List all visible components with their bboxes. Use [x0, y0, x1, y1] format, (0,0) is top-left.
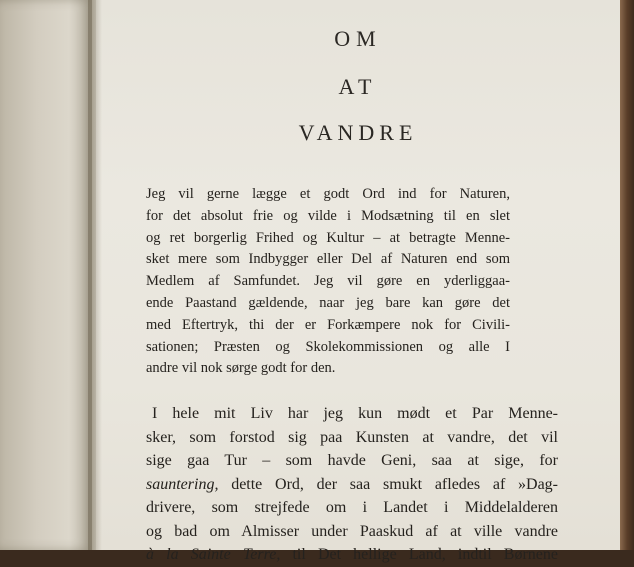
title-line-3: VANDRE	[298, 120, 418, 145]
paragraph-2-line: I hele mit Liv har jeg kun mødt et Par Menne-	[152, 405, 558, 422]
paragraph-1-line: sationen; Præsten og Skolekommissionen og alle I	[146, 338, 510, 355]
book-page	[96, 0, 620, 563]
paragraph-1-line: sket mere som Indbygger eller Del af Naturen end som	[146, 251, 510, 268]
paragraph-2-line: drivere, som strejfede om i Landet i Middelalderen	[146, 499, 558, 516]
line-text: til Det hellige Land, indtil Børnene	[280, 546, 558, 563]
italic-word: sauntering,	[146, 475, 219, 493]
paragraph-2	[146, 402, 558, 563]
table-edge	[620, 0, 634, 550]
paragraph-1	[146, 184, 510, 380]
paragraph-1-line: andre vil nok sørge godt for den.	[146, 360, 336, 377]
paragraph-1-line: ende Paastand gældende, naar jeg bare kan gøre det	[146, 294, 510, 311]
paragraph-1-line: og ret borgerlig Frihed og Kultur – at betragte Menne-	[146, 229, 510, 246]
title-line-1: OM	[334, 26, 382, 51]
left-page	[0, 0, 92, 550]
paragraph-1-line: for det absolut frie og vilde i Modsætning til en slet	[146, 207, 510, 224]
title-line-2: AT	[338, 74, 378, 99]
paragraph-2-line: sker, som forstod sig paa Kunsten at vandre, det vil	[146, 428, 558, 446]
paragraph-1-line: med Eftertryk, thi der er Forkæmpere nok for Civili-	[146, 316, 510, 333]
paragraph-1-line: Medlem af Samfundet. Jeg vil gøre en yderliggaa-	[146, 273, 510, 290]
paragraph-2-line	[146, 473, 558, 497]
paragraph-1-line: Jeg vil gerne lægge et godt Ord ind for Naturen,	[146, 186, 510, 202]
page-gutter-shadow	[88, 0, 102, 550]
italic-phrase: à la Sainte Terre,	[146, 546, 281, 563]
paragraph-2-line: sige gaa Tur – som havde Geni, saa at sige, for	[146, 452, 558, 469]
line-text: dette Ord, der saa smukt afledes af »Dag-	[218, 475, 558, 493]
paragraph-2-line: og bad om Almisser under Paaskud af at ville vandre	[146, 522, 558, 540]
paragraph-2-line-partial	[146, 543, 558, 563]
